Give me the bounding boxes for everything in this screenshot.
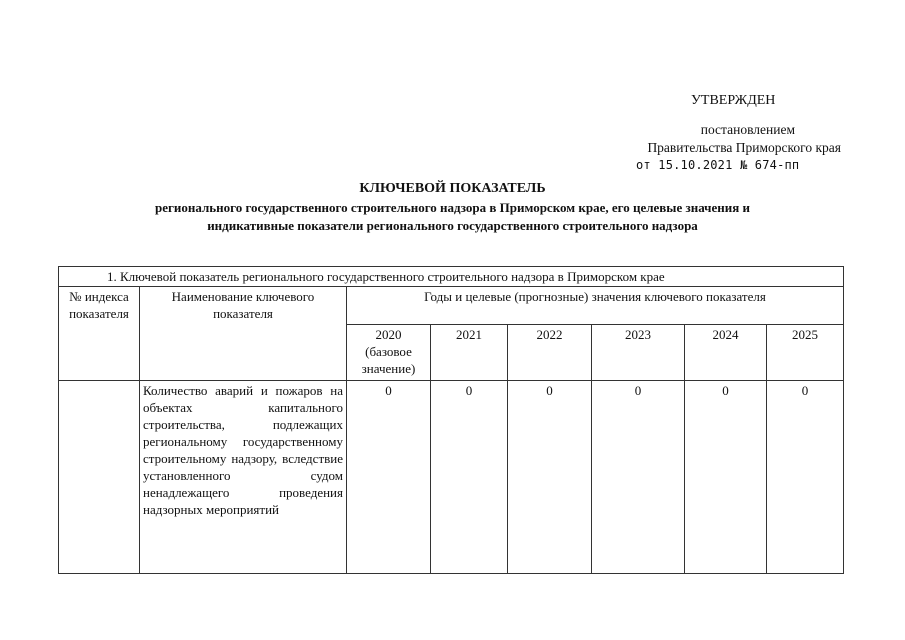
year-header-2024: 2024	[685, 325, 767, 381]
document-title: КЛЮЧЕВОЙ ПОКАЗАТЕЛЬ	[359, 181, 546, 196]
year-header-2022: 2022	[508, 325, 592, 381]
table-row	[59, 381, 844, 574]
approval-stamp: УТВЕРЖДЕН	[691, 93, 776, 108]
document-subtitle-line-2: индикативные показатели регионального государственного строительного надзора	[207, 218, 698, 233]
row-value-2020: 0	[347, 381, 431, 574]
year-header-2020	[347, 325, 431, 381]
row-value-2024: 0	[685, 381, 767, 574]
column-header-years: Годы и целевые (прогнозные) значения ключевого показателя	[347, 287, 844, 325]
approval-date-line: от 15.10.2021 № 674-пп	[636, 158, 800, 172]
key-indicator-table	[58, 266, 844, 574]
column-header-index: № индекса показателя	[59, 287, 140, 381]
year-2020-label: 2020	[375, 327, 402, 342]
row-value-2022: 0	[508, 381, 592, 574]
year-header-2023: 2023	[592, 325, 685, 381]
base-value-note: (базовое значение)	[361, 344, 416, 376]
approval-line-2: Правительства Приморского края	[647, 140, 841, 155]
section-title-cell: 1. Ключевой показатель регионального государственного строительного надзора в Приморском крае	[59, 267, 844, 287]
row-value-2025: 0	[767, 381, 844, 574]
document-subtitle-line-1: регионального государственного строительного надзора в Приморском крае, его целевые значения и	[154, 200, 751, 215]
row-value-2021: 0	[431, 381, 508, 574]
year-header-2025: 2025	[767, 325, 844, 381]
row-indicator-name: Количество аварий и пожаров на объектах капитального строительства, подлежащих региональному государственному строительному надзору, вследствие установленного судом ненадлежащего проведения надзорных мероприятий	[140, 381, 347, 574]
row-index-cell	[59, 381, 140, 574]
column-header-name: Наименование ключевого показателя	[140, 287, 347, 381]
year-header-2021: 2021	[431, 325, 508, 381]
row-value-2023: 0	[592, 381, 685, 574]
approval-line-1: постановлением	[700, 122, 795, 137]
